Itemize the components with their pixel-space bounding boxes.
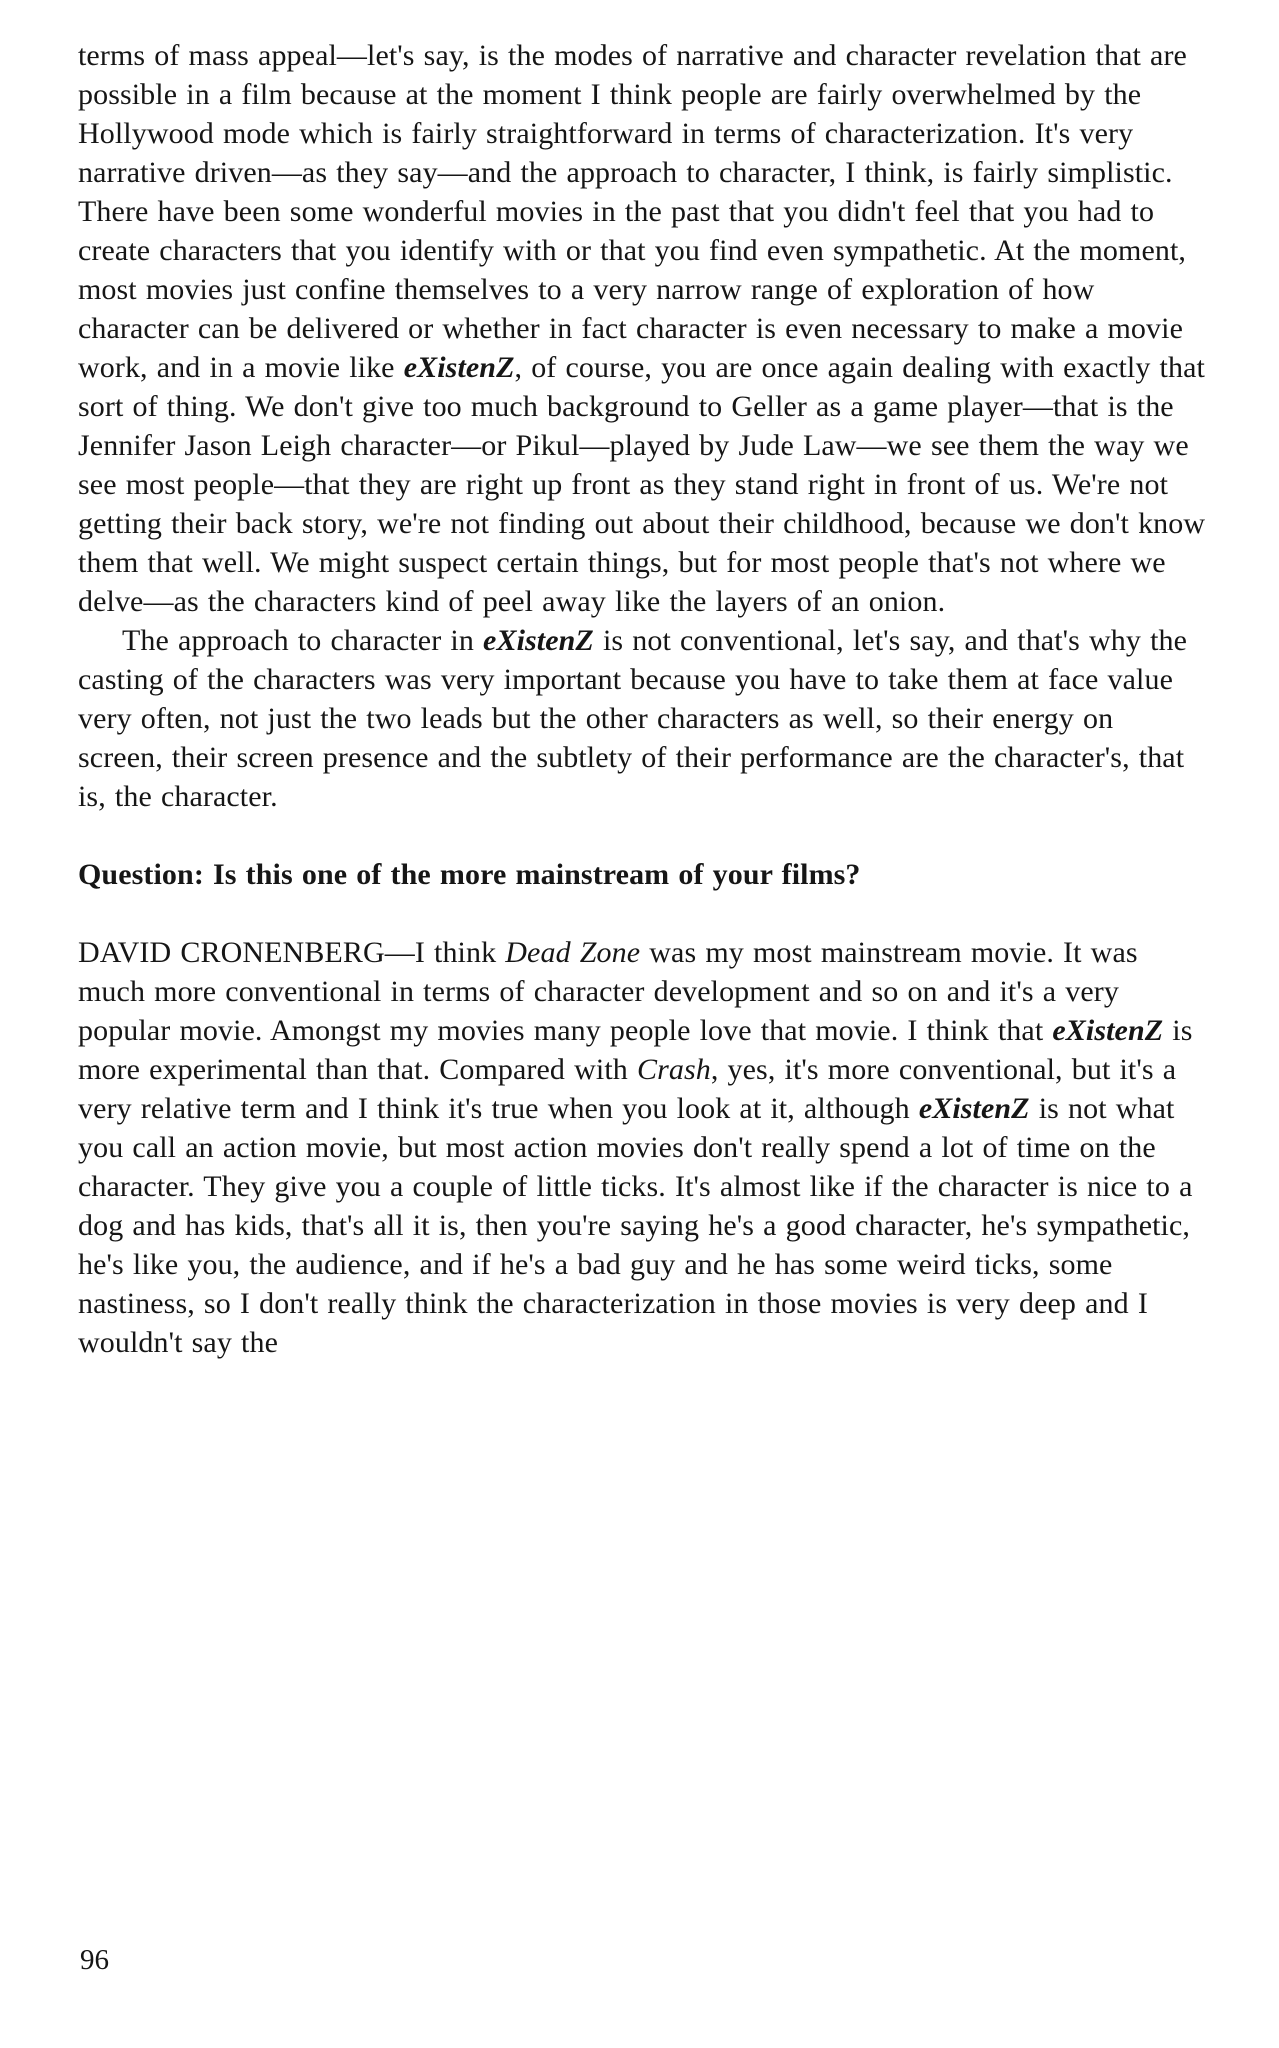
- emphasized-text: eXistenZ: [918, 1092, 1030, 1125]
- text-segment: is more experimental than that. Compared with: [78, 1014, 1193, 1086]
- text-segment: terms of mass appeal—let's say, is the modes of narrative and character revelation that are possible in a film because at the moment I think people are fairly overwhelmed by the Hollywood mode which is fairly straightforward in terms of characterization. It's very narrative driven—as they say—and the approach to character, I think, is fairly simplistic. There have been some wonderful movies in the past that you didn't feel that you had to create characters that you identify with or that you find even sympathetic. At the moment, most movies just confine themselves to a very narrow range of exploration of how character can be delivered or whether in fact character is even necessary to make a movie work, and in a movie like: [78, 39, 1187, 384]
- emphasized-text: eXistenZ: [403, 351, 515, 384]
- text-segment: , of course, you are once again dealing with exactly that sort of thing. We don't give too much background to Geller as a game player—that is the Jennifer Jason Leigh character—or Pikul—played by Jude Law—we see them the way we see most people—that they are right up front as they stand right in front of us. We're not getting their back story, we're not finding out about their childhood, because we don't know them that well. We might suspect certain things, but for most people that's not where we delve—as the characters kind of peel away like the layers of an onion.: [78, 351, 1206, 618]
- body-paragraph: [78, 36, 1206, 621]
- emphasized-text: Question: Is this one of the more mainstream of your films?: [78, 858, 861, 891]
- emphasized-text: eXistenZ: [483, 624, 594, 657]
- page-number: 96: [80, 1944, 109, 1976]
- question-paragraph: [78, 855, 1206, 894]
- text-segment: is not what you call an action movie, but most action movies don't really spend a lot of time on the character. They give you a couple of little ticks. It's almost like if the character is nice to a dog and has kids, that's all it is, then you're saying he's a good character, he's sympathetic, he's like you, the audience, and if he's a bad guy and he has some weird ticks, some nastiness, so I don't really think the characterization in those movies is very deep and I wouldn't say the: [78, 1092, 1193, 1359]
- text-segment: was my most mainstream movie. It was much more conventional in terms of character development and so on and it's a very popular movie. Amongst my movies many people love that movie. I think that: [78, 936, 1138, 1047]
- body-paragraph: [78, 621, 1206, 816]
- text-segment: DAVID CRONENBERG—I think: [78, 936, 506, 969]
- emphasized-text: Crash: [636, 1053, 711, 1086]
- text-segment: The approach to character in: [122, 624, 484, 657]
- body-paragraph: [78, 933, 1206, 1362]
- text-segment: , yes, it's more conventional, but it's a very relative term and I think it's true when you look at it, although: [78, 1053, 1177, 1125]
- text-segment: is not conventional, let's say, and that's why the casting of the characters was very important because you have to take them at face value very often, not just the two leads but the other characters as well, so their energy on screen, their screen presence and the subtlety of their performance are the character's, that is, the character.: [78, 624, 1188, 813]
- emphasized-text: eXistenZ: [1052, 1014, 1164, 1047]
- text-column: [78, 36, 1206, 1362]
- emphasized-text: Dead Zone: [505, 936, 641, 969]
